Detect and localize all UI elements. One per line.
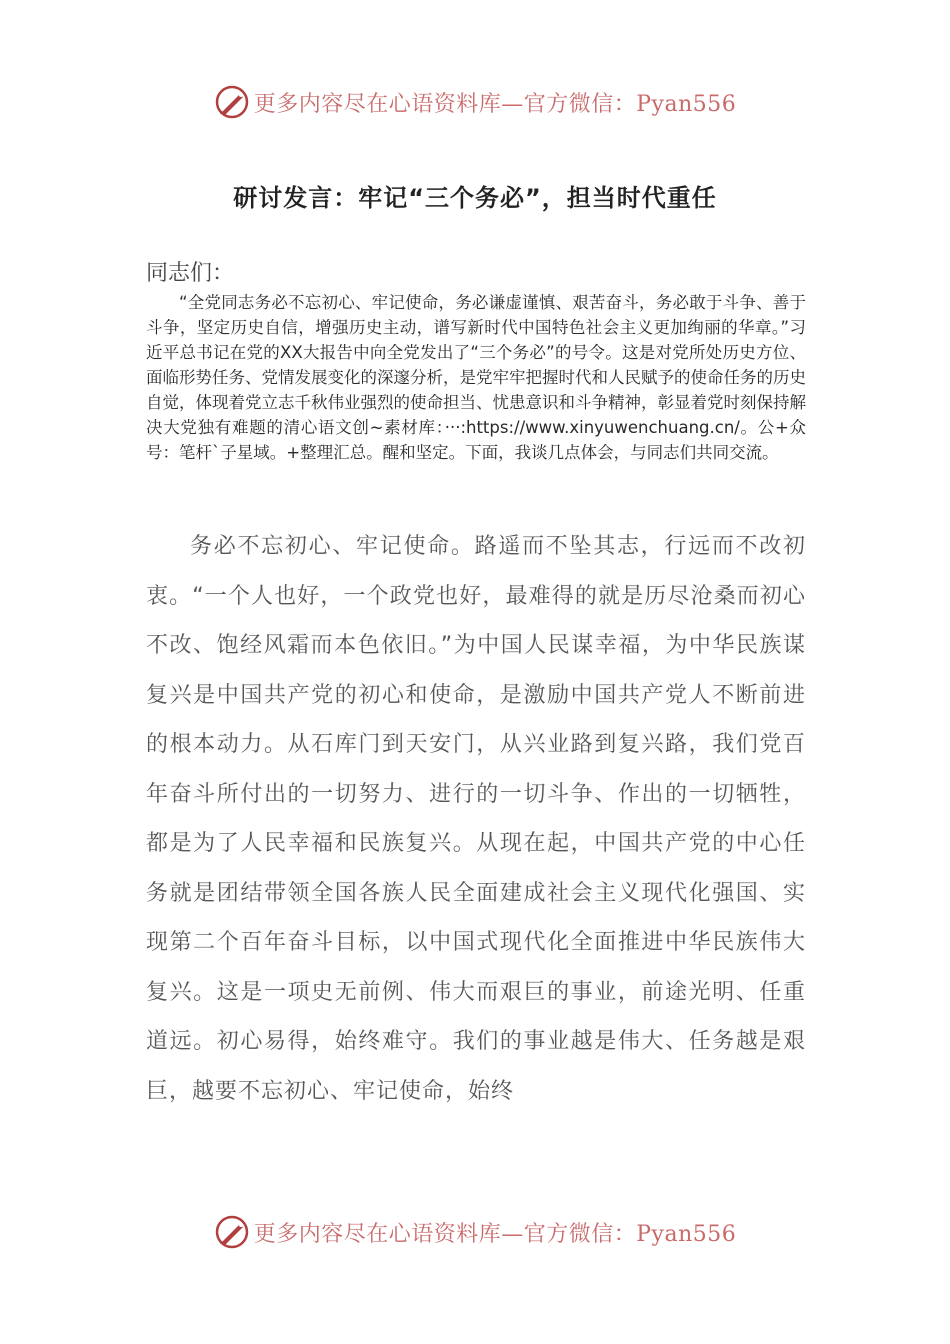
intro-paragraph: “全党同志务必不忘初心、牢记使命，务必谦虚谨慎、艰苦奋斗，务必敢于斗争、善于斗争，坚定历史自信，增强历史主动，谱写新时代中国特色社会主义更加绚丽的华章。”习近平总书记在党的XX大报告中向全党发出了“三个务必”的号令。这是对党所处历史方位、面临形势任务、党情发展变化的深邃分析，是党牢牢把握时代和人民赋予的使命任务的历史自觉，体现着党立志千秋伟业强烈的使命担当、忧患意识和斗争精神，彰显着党时刻保持解决大党独有难题的清心语文创~素材库：···:https://www.xinyuwenchuang.cn/。公+众号：笔杆`子星域。+整理汇总。醒和坚定。下面，我谈几点体会，与同志们共同交流。 [146,293,806,462]
pen-logo-icon [214,1214,250,1250]
document-title: 研讨发言：牢记“三个务必”，担当时代重任 [233,184,717,212]
header-watermark [0,80,950,124]
pen-logo-icon [214,84,250,120]
header-watermark-text: 更多内容尽在心语资料库—官方微信：Pyan556 [253,91,737,117]
greeting: 同志们： [146,261,235,286]
body-paragraph: 务必不忘初心、牢记使命。路遥而不坠其志，行远而不改初衷。“一个人也好，一个政党也好，最难得的就是历尽沧桑而初心不改、饱经风霜而本色依旧。”为中国人民谋幸福，为中华民族谋复兴是中国共产党的初心和使命，是激励中国共产党人不断前进的根本动力。从石库门到天安门，从兴业路到复兴路，我们党百年奋斗所付出的一切努力、进行的一切斗争、作出的一切牺牲，都是为了人民幸福和民族复兴。从现在起，中国共产党的中心任务就是团结带领全国各族人民全面建成社会主义现代化强国、实现第二个百年奋斗目标，以中国式现代化全面推进中华民族伟大复兴。这是一项史无前例、伟大而艰巨的事业，前途光明、任重道远。初心易得，始终难守。我们的事业越是伟大、任务越是艰巨，越要不忘初心、牢记使命，始终 [146,534,806,1104]
footer-watermark-text: 更多内容尽在心语资料库—官方微信：Pyan556 [253,1221,737,1247]
footer-watermark [0,1210,950,1254]
